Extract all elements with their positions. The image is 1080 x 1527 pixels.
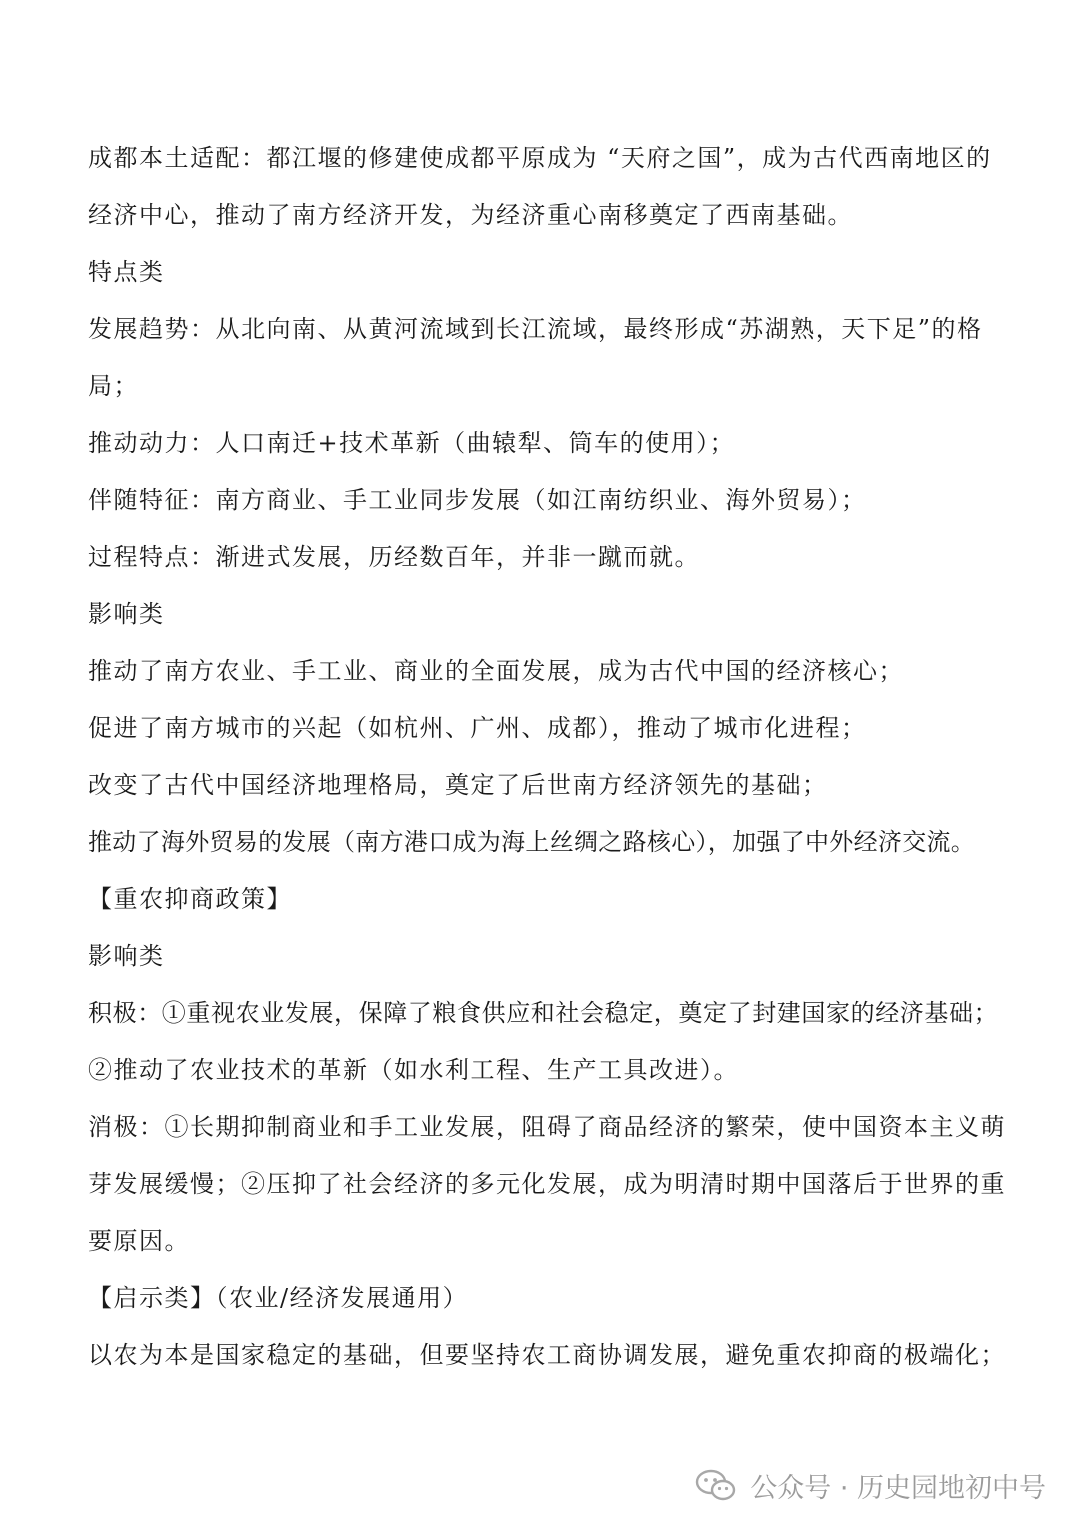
text-line: 消极：①长期抑制商业和手工业发展，阻碍了商品经济的繁荣，使中国资本主义萌 <box>88 1113 1006 1141</box>
text-line: 积极：①重视农业发展，保障了粮食供应和社会稳定，奠定了封建国家的经济基础； <box>88 999 999 1027</box>
watermark-text: 公众号 · 历史园地初中号 <box>750 1472 1046 1504</box>
text-line: 促进了南方城市的兴起（如杭州、广州、成都），推动了城市化进程； <box>88 714 867 742</box>
text-line: 芽发展缓慢；②压抑了社会经济的多元化发展，成为明清时期中国落后于世界的重 <box>88 1170 1006 1198</box>
text-line: 改变了古代中国经济地理格局，奠定了后世南方经济领先的基础； <box>88 771 828 799</box>
section-heading: 影响类 <box>88 600 165 628</box>
text-line: 过程特点：渐进式发展，历经数百年，并非一蹴而就。 <box>88 543 700 571</box>
wechat-icon <box>694 1467 738 1503</box>
text-line: 发展趋势：从北向南、从黄河流域到长江流域，最终形成“苏湖熟，天下足”的格 <box>88 315 983 343</box>
document-body <box>88 130 1006 1384</box>
text-line: 以农为本是国家稳定的基础，但要坚持农工商协调发展，避免重农抑商的极端化； <box>88 1341 1006 1369</box>
text-line: 局； <box>88 372 139 400</box>
section-title: 【启示类】（农业/经济发展通用） <box>88 1284 469 1312</box>
section-heading: 影响类 <box>88 942 165 970</box>
section-heading: 特点类 <box>88 258 165 286</box>
text-line: 伴随特征：南方商业、手工业同步发展（如江南纺织业、海外贸易）； <box>88 486 867 514</box>
text-line: 成都本土适配：都江堰的修建使成都平原成为 “天府之国”，成为古代西南地区的 <box>88 144 992 172</box>
text-line: ②推动了农业技术的革新（如水利工程、生产工具改进）。 <box>88 1056 739 1084</box>
text-line: 经济中心，推动了南方经济开发，为经济重心南移奠定了西南基础。 <box>88 201 853 229</box>
section-title: 【重农抑商政策】 <box>88 885 292 913</box>
text-line: 推动了南方农业、手工业、商业的全面发展，成为古代中国的经济核心； <box>88 657 904 685</box>
text-line: 推动动力：人口南迁+技术革新（曲辕犁、筒车的使用）； <box>88 429 736 457</box>
watermark <box>694 1463 1046 1507</box>
text-line: 推动了海外贸易的发展（南方港口成为海上丝绸之路核心），加强了中外经济交流。 <box>88 828 976 856</box>
text-line: 要原因。 <box>88 1227 190 1255</box>
